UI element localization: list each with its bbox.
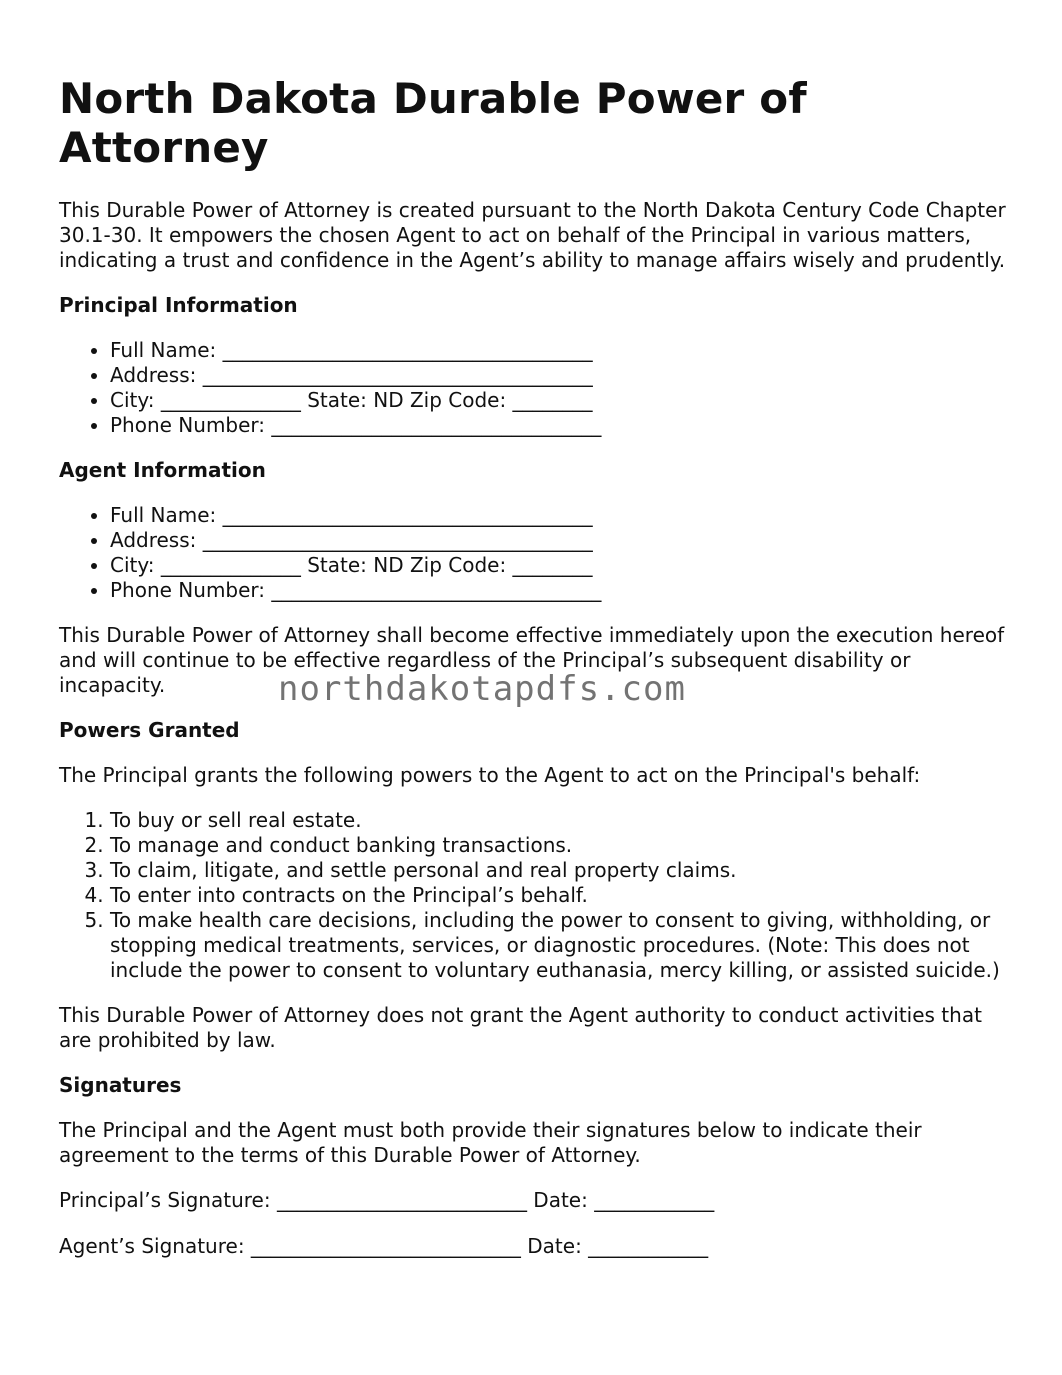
- agent-full-name-field: • Full Name: _____________________________________: [110, 503, 1009, 528]
- power-item: 1. To buy or sell real estate.: [110, 808, 1009, 833]
- principal-address-field: • Address: _______________________________________: [110, 363, 1009, 388]
- document-title: North Dakota Durable Power of Attorney: [59, 74, 807, 172]
- principal-full-name-field: • Full Name: _____________________________________: [110, 338, 1009, 363]
- agent-info-heading: Agent Information: [59, 458, 266, 482]
- principal-info-heading: Principal Information: [59, 293, 298, 317]
- powers-heading: Powers Granted: [59, 718, 240, 742]
- powers-intro: The Principal grants the following powers to the Agent to act on the Principal's behalf:: [59, 763, 921, 787]
- agent-phone-field: • Phone Number: _________________________________: [110, 578, 1009, 603]
- principal-city-state-zip-field: • City: ______________ State: ND Zip Code: ________: [110, 388, 1009, 413]
- principal-info-list: [59, 338, 1009, 438]
- signatures-heading: Signatures: [59, 1073, 182, 1097]
- agent-address-field: • Address: _______________________________________: [110, 528, 1009, 553]
- power-item: 4. To enter into contracts on the Principal’s behalf.: [110, 883, 1009, 908]
- agent-signature-line: Agent’s Signature: ___________________________ Date: ____________: [59, 1234, 709, 1258]
- watermark: northdakotapdfs.com: [278, 669, 686, 709]
- prohibition-paragraph: This Durable Power of Attorney does not grant the Agent authority to conduct activities that are prohibited by law.: [59, 1003, 982, 1052]
- power-item: 5. To make health care decisions, including the power to consent to giving, withholding, or stopping medical treatments, services, or diagnostic procedures. (Note: This does not include the power to consent to voluntary euthanasia, mercy killing, or assisted suicide.): [110, 908, 1009, 983]
- document-page: [59, 74, 1009, 1280]
- principal-phone-field: • Phone Number: _________________________________: [110, 413, 1009, 438]
- effective-paragraph: This Durable Power of Attorney shall become effective immediately upon the execution hereof and will continue to be effective regardless of the Principal’s subsequent disability or incapacity.: [59, 623, 1005, 697]
- power-item: 2. To manage and conduct banking transactions.: [110, 833, 1009, 858]
- intro-paragraph: This Durable Power of Attorney is created pursuant to the North Dakota Century Code Chapter 30.1-30. It empowers the chosen Agent to act on behalf of the Principal in various matters, indicating a trust and confidence in the Agent’s ability to manage affairs wisely and prudently.: [59, 198, 1006, 272]
- power-item: 3. To claim, litigate, and settle personal and real property claims.: [110, 858, 1009, 883]
- agent-city-state-zip-field: • City: ______________ State: ND Zip Code: ________: [110, 553, 1009, 578]
- principal-signature-line: Principal’s Signature: _________________________ Date: ____________: [59, 1188, 715, 1212]
- signatures-intro: The Principal and the Agent must both provide their signatures below to indicate their agreement to the terms of this Durable Power of Attorney.: [59, 1118, 922, 1167]
- agent-info-list: [59, 503, 1009, 603]
- powers-list: [59, 808, 1009, 983]
